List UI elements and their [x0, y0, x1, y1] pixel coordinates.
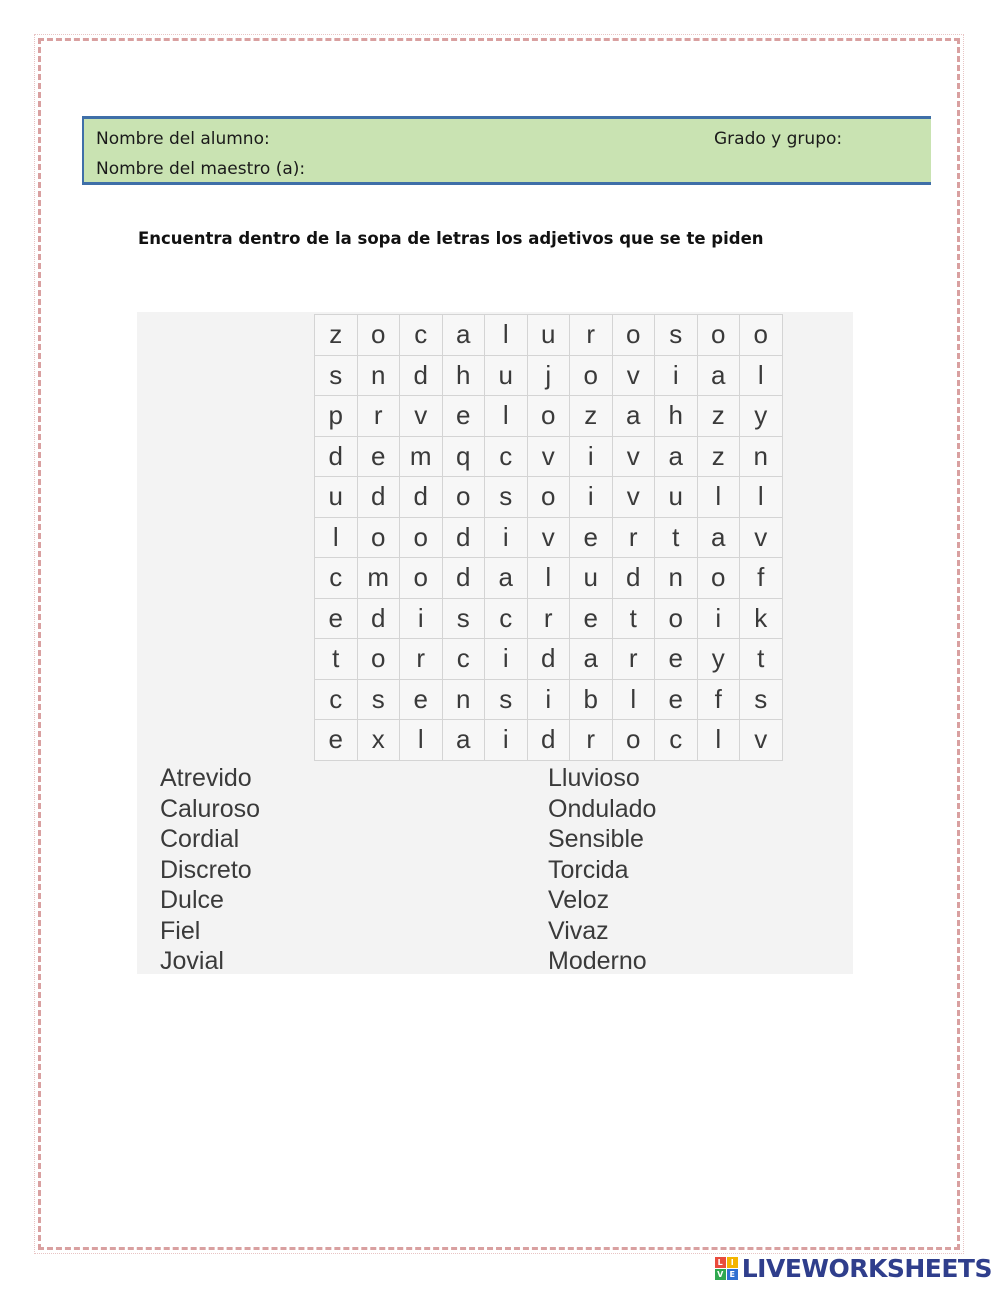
grid-cell[interactable]: n — [655, 558, 698, 599]
grid-cell[interactable]: i — [655, 356, 698, 397]
grid-cell[interactable]: d — [613, 558, 656, 599]
grid-cell[interactable]: d — [315, 437, 358, 478]
grid-cell[interactable]: s — [315, 356, 358, 397]
grid-cell[interactable]: l — [315, 518, 358, 559]
grid-cell[interactable]: a — [443, 720, 486, 761]
grid-cell[interactable]: a — [698, 518, 741, 559]
word-item: Veloz — [548, 886, 610, 914]
grid-cell[interactable]: f — [740, 558, 783, 599]
grid-cell[interactable]: s — [485, 680, 528, 721]
grid-cell[interactable]: a — [570, 639, 613, 680]
grid-cell[interactable]: f — [698, 680, 741, 721]
grid-cell[interactable]: i — [570, 477, 613, 518]
grid-cell[interactable]: d — [443, 558, 486, 599]
grid-cell[interactable]: c — [315, 558, 358, 599]
grid-cell[interactable]: v — [528, 437, 571, 478]
logo-tile: I — [727, 1257, 738, 1268]
grid-cell[interactable]: e — [570, 518, 613, 559]
logo-tile: V — [715, 1269, 726, 1280]
grid-cell[interactable]: d — [400, 477, 443, 518]
word-item: Moderno — [548, 947, 647, 975]
grid-cell[interactable]: o — [400, 558, 443, 599]
grid-cell[interactable]: u — [485, 356, 528, 397]
grid-cell[interactable]: c — [485, 599, 528, 640]
grid-cell[interactable]: i — [400, 599, 443, 640]
grid-cell[interactable]: e — [315, 720, 358, 761]
grid-cell[interactable]: o — [570, 356, 613, 397]
grid-cell[interactable]: q — [443, 437, 486, 478]
grid-cell[interactable]: l — [740, 477, 783, 518]
grid-cell[interactable]: h — [655, 396, 698, 437]
grid-cell[interactable]: o — [400, 518, 443, 559]
grid-cell[interactable]: y — [698, 639, 741, 680]
word-item: Fiel — [160, 916, 201, 945]
word-item: Atrevido — [160, 764, 252, 792]
word-item: Vivaz — [548, 916, 609, 945]
grid-cell[interactable]: i — [485, 518, 528, 559]
grid-cell[interactable]: s — [443, 599, 486, 640]
grid-cell[interactable]: v — [740, 518, 783, 559]
grid-cell[interactable]: p — [315, 396, 358, 437]
grid-cell[interactable]: r — [570, 720, 613, 761]
grid-cell[interactable]: y — [740, 396, 783, 437]
word-item: Discreto — [160, 855, 252, 884]
grid-cell[interactable]: s — [485, 477, 528, 518]
grid-cell[interactable]: z — [698, 396, 741, 437]
word-list-left — [160, 763, 260, 977]
grid-cell[interactable]: t — [655, 518, 698, 559]
grid-cell[interactable]: v — [528, 518, 571, 559]
grid-cell[interactable]: v — [740, 720, 783, 761]
grid-cell[interactable]: l — [400, 720, 443, 761]
grid-cell[interactable]: o — [613, 720, 656, 761]
grid-cell[interactable]: o — [698, 315, 741, 356]
grid-cell[interactable]: n — [358, 356, 401, 397]
grid-cell[interactable]: u — [315, 477, 358, 518]
grid-cell[interactable]: o — [358, 518, 401, 559]
grid-cell[interactable]: d — [528, 720, 571, 761]
word-search-grid[interactable] — [314, 314, 783, 761]
grid-cell[interactable]: r — [400, 639, 443, 680]
logo-tile: L — [715, 1257, 726, 1268]
grid-cell[interactable]: i — [570, 437, 613, 478]
student-name-label: Nombre del alumno: — [96, 129, 270, 149]
grid-cell[interactable]: e — [655, 639, 698, 680]
grid-cell[interactable]: s — [358, 680, 401, 721]
grid-cell[interactable]: r — [613, 639, 656, 680]
grid-cell[interactable]: e — [655, 680, 698, 721]
grid-cell[interactable]: l — [698, 720, 741, 761]
grid-cell[interactable]: o — [528, 396, 571, 437]
grid-cell[interactable]: l — [740, 356, 783, 397]
grid-cell[interactable]: v — [613, 437, 656, 478]
grid-cell[interactable]: o — [528, 477, 571, 518]
grid-cell[interactable]: z — [570, 396, 613, 437]
grid-cell[interactable]: b — [570, 680, 613, 721]
grid-cell[interactable]: o — [358, 639, 401, 680]
grid-cell[interactable]: o — [443, 477, 486, 518]
grid-cell[interactable]: o — [655, 599, 698, 640]
grid-cell[interactable]: h — [443, 356, 486, 397]
word-item: Sensible — [548, 825, 644, 853]
grid-cell[interactable]: i — [528, 680, 571, 721]
grid-cell[interactable]: l — [485, 396, 528, 437]
grid-cell[interactable]: i — [485, 720, 528, 761]
grid-cell[interactable]: e — [358, 437, 401, 478]
grid-cell[interactable]: m — [400, 437, 443, 478]
word-item: Ondulado — [548, 794, 657, 823]
liveworksheets-icon — [715, 1257, 738, 1280]
grid-cell[interactable]: j — [528, 356, 571, 397]
logo-tile: E — [727, 1269, 738, 1280]
grid-cell[interactable]: a — [485, 558, 528, 599]
grid-cell[interactable]: o — [698, 558, 741, 599]
grid-cell[interactable]: s — [740, 680, 783, 721]
grid-cell[interactable]: e — [570, 599, 613, 640]
grid-cell[interactable]: l — [613, 680, 656, 721]
grid-cell[interactable]: k — [740, 599, 783, 640]
grid-cell[interactable]: a — [698, 356, 741, 397]
grid-cell[interactable]: a — [443, 315, 486, 356]
liveworksheets-wordmark: LIVEWORKSHEETS — [741, 1254, 992, 1283]
grid-cell[interactable]: v — [613, 356, 656, 397]
grid-cell[interactable]: l — [485, 315, 528, 356]
grid-cell[interactable]: o — [358, 315, 401, 356]
grid-cell[interactable]: t — [315, 639, 358, 680]
grade-group-label: Grado y grupo: — [714, 129, 843, 149]
grid-cell[interactable]: t — [613, 599, 656, 640]
grid-cell[interactable]: d — [358, 599, 401, 640]
grid-cell[interactable]: z — [698, 437, 741, 478]
grid-cell[interactable]: n — [740, 437, 783, 478]
word-item: Caluroso — [160, 794, 261, 823]
word-item: Jovial — [160, 947, 224, 975]
grid-cell[interactable]: o — [740, 315, 783, 356]
instruction-text: Encuentra dentro de la sopa de letras los adjetivos que se te piden — [138, 229, 764, 248]
grid-cell[interactable]: e — [400, 680, 443, 721]
grid-cell[interactable]: o — [613, 315, 656, 356]
grid-cell[interactable]: v — [613, 477, 656, 518]
grid-cell[interactable]: e — [443, 396, 486, 437]
grid-cell[interactable]: c — [400, 315, 443, 356]
word-item: Lluvioso — [548, 764, 640, 792]
grid-cell[interactable]: c — [485, 437, 528, 478]
grid-cell[interactable]: d — [443, 518, 486, 559]
grid-cell[interactable]: u — [528, 315, 571, 356]
teacher-name-label: Nombre del maestro (a): — [96, 159, 306, 179]
grid-cell[interactable]: a — [655, 437, 698, 478]
grid-cell[interactable]: l — [528, 558, 571, 599]
grid-cell[interactable]: d — [528, 639, 571, 680]
grid-cell[interactable]: t — [740, 639, 783, 680]
grid-cell[interactable]: r — [613, 518, 656, 559]
liveworksheets-logo — [715, 1254, 992, 1283]
grid-cell[interactable]: v — [400, 396, 443, 437]
grid-cell[interactable]: c — [655, 720, 698, 761]
word-item: Cordial — [160, 825, 240, 853]
grid-cell[interactable]: s — [655, 315, 698, 356]
grid-cell[interactable]: d — [400, 356, 443, 397]
grid-cell[interactable]: r — [358, 396, 401, 437]
grid-cell[interactable]: u — [570, 558, 613, 599]
word-item: Dulce — [160, 886, 224, 914]
grid-cell[interactable]: r — [528, 599, 571, 640]
grid-cell[interactable]: a — [613, 396, 656, 437]
grid-cell[interactable]: e — [315, 599, 358, 640]
grid-cell[interactable]: c — [315, 680, 358, 721]
grid-cell[interactable]: z — [315, 315, 358, 356]
grid-cell[interactable]: i — [698, 599, 741, 640]
student-info-box — [82, 116, 931, 185]
grid-cell[interactable]: c — [443, 639, 486, 680]
word-list-right — [548, 763, 656, 977]
grid-cell[interactable]: r — [570, 315, 613, 356]
grid-cell[interactable]: n — [443, 680, 486, 721]
word-item: Torcida — [548, 855, 629, 884]
grid-cell[interactable]: m — [358, 558, 401, 599]
grid-cell[interactable]: l — [698, 477, 741, 518]
grid-cell[interactable]: x — [358, 720, 401, 761]
grid-cell[interactable]: i — [485, 639, 528, 680]
grid-cell[interactable]: u — [655, 477, 698, 518]
grid-cell[interactable]: d — [358, 477, 401, 518]
